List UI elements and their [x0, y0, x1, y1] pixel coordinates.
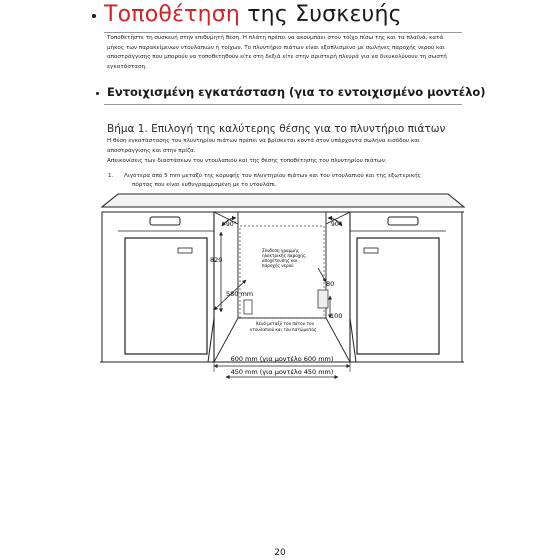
countertop: [102, 194, 464, 207]
width-450-label: 450 mm (για μοντέλο 450 mm): [230, 368, 334, 376]
left-cabinet-door: [125, 238, 207, 354]
width-600-label: 600 mm (για μοντέλο 600 mm): [230, 355, 334, 363]
section-heading: Εντοιχισμένη εγκατάσταση (για το εντοιχισμένο μοντέλο): [107, 85, 486, 99]
plumbing-outlet: [318, 290, 328, 308]
right-door-handle: [364, 248, 378, 253]
label-80: 80: [326, 280, 335, 288]
floor-note-line-1: Κενό μεταξύ του πάτου του: [256, 321, 315, 326]
left-drawer-handle: [150, 217, 180, 225]
height-label: 820: [210, 256, 223, 264]
left-door-handle: [178, 248, 192, 253]
label-100: 100: [330, 312, 343, 320]
step-heading: Βήμα 1. Επιλογή της καλύτερης θέσης για το πλυντήριο πιάτων: [107, 123, 446, 135]
angle-label-right: 90°: [331, 221, 342, 228]
depth-label: 580 mm: [226, 290, 254, 298]
left-side-opening: [244, 300, 252, 314]
connections-note-line-2: ηλεκτρικής παροχής,: [262, 253, 307, 258]
intro-paragraph: Τοποθετήστε τη συσκευή στην επιθυμητή θέση. Η πλάτη πρέπει να ακουμπάει στον τοίχο πίσω της και τα πλαϊνά, κατά μήκος των παρακείμενων ντουλαπιών ή τοίχων. Το πλυντήριο πιάτων είναι εξοπλισμένο με σωλήνες παροχής νερού και αποστράγγισης που μπορούν να τοποθετηθούν είτε στη δεξιά είτε στην αριστερή πλευρά για να διευκολύνουν τη σωστή εγκατάσταση.: [107, 35, 447, 70]
floor-gap-note: [250, 321, 317, 332]
list-item-number: 1.: [108, 173, 114, 179]
left-cabinet: [102, 212, 214, 362]
step-paragraph: Η θέση εγκατάστασης του πλυντηρίου πιάτων πρέπει να βρίσκεται κοντά στον υπάρχοντα σωλήνα εισόδου και αποστράγγισης και στην πρίζα.: [107, 138, 420, 154]
floor-note-line-2: ντουλαπιού και του πατώματος: [250, 327, 317, 332]
list-item-line-2: πόρτας που είναι ευθυγραμμισμένη με το ντουλάπι.: [132, 182, 277, 189]
page-title-highlight: Τοποθέτηση: [104, 2, 241, 27]
page-number: 20: [274, 548, 286, 558]
right-cabinet: [350, 212, 462, 362]
step-note: Απεικονίσεις των διαστάσεων του ντουλαπιού και της θέσης τοποθέτησης του πλυντηρίου πιάτων.: [107, 158, 387, 164]
list-item-line-1: Λιγότερα από 5 mm μεταξύ της κορυφής του πλυντηρίου πιάτων και του ντουλαπιού και της εξωτερικής: [124, 173, 421, 179]
right-cabinet-door: [357, 238, 439, 354]
connections-note-line-3: αποχέτευσης και: [262, 258, 298, 263]
right-drawer-handle: [388, 217, 418, 225]
page-title-rest: της Συσκευής: [240, 2, 402, 27]
connections-note-line-1: Σύνδεση γραμμής: [262, 248, 300, 253]
angle-label-left: 90°: [226, 221, 237, 228]
connections-note-line-4: παροχής νερού: [262, 263, 294, 268]
